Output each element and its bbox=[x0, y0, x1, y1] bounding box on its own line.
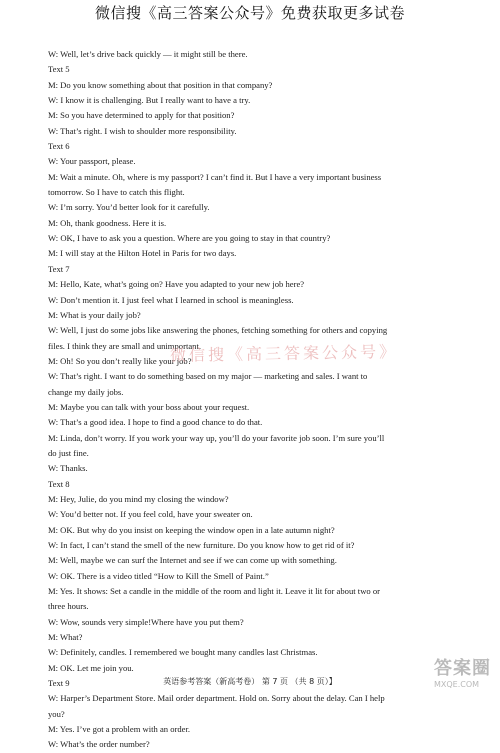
stamp-url: MXQE.COM bbox=[434, 680, 480, 689]
transcript-line: W: OK, I have to ask you a question. Where are you going to stay in that country? bbox=[48, 233, 331, 244]
transcript-line: do just fine. bbox=[48, 447, 89, 458]
transcript-line: M: OK. But why do you insist on keeping the window open in a late autumn night? bbox=[48, 524, 335, 535]
transcript-line: W: OK. There is a video titled “How to Kill the Smell of Paint.” bbox=[48, 570, 269, 581]
transcript-line: M: Hey, Julie, do you mind my closing the window? bbox=[48, 493, 229, 504]
page-footer: 英语参考答案（新高考卷） 第 7 页 （共 8 页）】 bbox=[163, 677, 337, 686]
transcript-line: change my daily jobs. bbox=[48, 386, 124, 397]
transcript-line: W: Definitely, candles. I remembered we bought many candles last Christmas. bbox=[48, 647, 318, 658]
transcript-line: Text 5 bbox=[48, 64, 70, 75]
transcript-line: W: That’s right. I wish to shoulder more responsibility. bbox=[48, 125, 237, 136]
transcript-line: M: Linda, don’t worry. If you work your way up, you’ll do your favorite job soon. I’m sure you’ll bbox=[48, 432, 385, 443]
transcript-line: M: Do you know something about that position in that company? bbox=[48, 79, 273, 90]
transcript-line: W: Well, let’s drive back quickly — it might still be there. bbox=[48, 49, 248, 59]
transcript-line: tomorrow. So I have to catch this flight. bbox=[48, 187, 185, 198]
transcript-line: M: So you have determined to apply for that position? bbox=[48, 110, 235, 121]
transcript-line: W: Your passport, please. bbox=[48, 156, 136, 167]
transcript-line: M: Yes. It shows: Set a candle in the middle of the room and light it. Leave it lit for about two or bbox=[48, 586, 380, 597]
transcript-line: W: That’s a good idea. I hope to find a good chance to do that. bbox=[48, 417, 263, 428]
transcript-line: Text 6 bbox=[48, 141, 70, 152]
transcript-line: W: In fact, I can’t stand the smell of the new furniture. Do you know how to get rid of it? bbox=[48, 540, 355, 550]
transcript-line: M: What? bbox=[48, 632, 83, 643]
transcript-line: M: Oh! So you don’t really like your job? bbox=[48, 355, 192, 366]
transcript-line: W: Well, I just do some jobs like answering the phones, fetching something for others and copying bbox=[48, 325, 388, 336]
transcript-line: M: Hello, Kate, what’s going on? Have you adapted to your new job here? bbox=[48, 279, 305, 290]
transcript-line: M: What is your daily job? bbox=[48, 309, 141, 320]
transcript-line: files. I think they are small and unimportant. bbox=[48, 340, 201, 351]
transcript-line: you? bbox=[48, 708, 65, 719]
watermark-text: 微信搜《高三答案公众号》 bbox=[169, 342, 399, 365]
transcript-body bbox=[48, 47, 468, 753]
transcript-line: M: I will stay at the Hilton Hotel in Paris for two days. bbox=[48, 248, 237, 259]
transcript-line: W: You’d better not. If you feel cold, have your sweater on. bbox=[48, 509, 253, 520]
transcript-line: M: Yes. I’ve got a problem with an order. bbox=[48, 724, 191, 735]
transcript-line: Text 7 bbox=[48, 263, 70, 274]
transcript-line: W: I’m sorry. You’d better look for it carefully. bbox=[48, 202, 210, 213]
transcript-line: W: Wow, sounds very simple!Where have you put them? bbox=[48, 616, 244, 627]
transcript-line: three hours. bbox=[48, 601, 89, 612]
transcript-line: M: Wait a minute. Oh, where is my passport? I can’t find it. But I have a very important business bbox=[48, 171, 382, 182]
transcript-line: M: Well, maybe we can surf the Internet and see if we can come up with something. bbox=[48, 555, 337, 566]
transcript-line: W: What’s the order number? bbox=[48, 739, 150, 750]
transcript-line: M: OK. Let me join you. bbox=[48, 662, 134, 673]
corner-stamp-logo bbox=[434, 658, 498, 706]
transcript-line: W: Harper’s Department Store. Mail order department. Hold on. Sorry about the delay. Can I help bbox=[48, 693, 385, 704]
transcript-line: W: That’s right. I want to do something based on my major — marketing and sales. I want to bbox=[48, 371, 368, 382]
transcript-line: W: I know it is challenging. But I really want to have a try. bbox=[48, 95, 251, 106]
transcript-line: M: Maybe you can talk with your boss about your request. bbox=[48, 401, 250, 412]
page-header: 微信搜《高三答案公众号》免费获取更多试卷 bbox=[94, 4, 405, 22]
stamp-title: 答案圈 bbox=[434, 658, 491, 679]
transcript-line: W: Don’t mention it. I just feel what I learned in school is meaningless. bbox=[48, 294, 294, 305]
transcript-line: Text 9 bbox=[48, 678, 70, 689]
transcript-line: Text 8 bbox=[48, 478, 70, 489]
transcript-line: M: Oh, thank goodness. Here it is. bbox=[48, 217, 167, 228]
transcript-line: W: Thanks. bbox=[48, 463, 88, 474]
